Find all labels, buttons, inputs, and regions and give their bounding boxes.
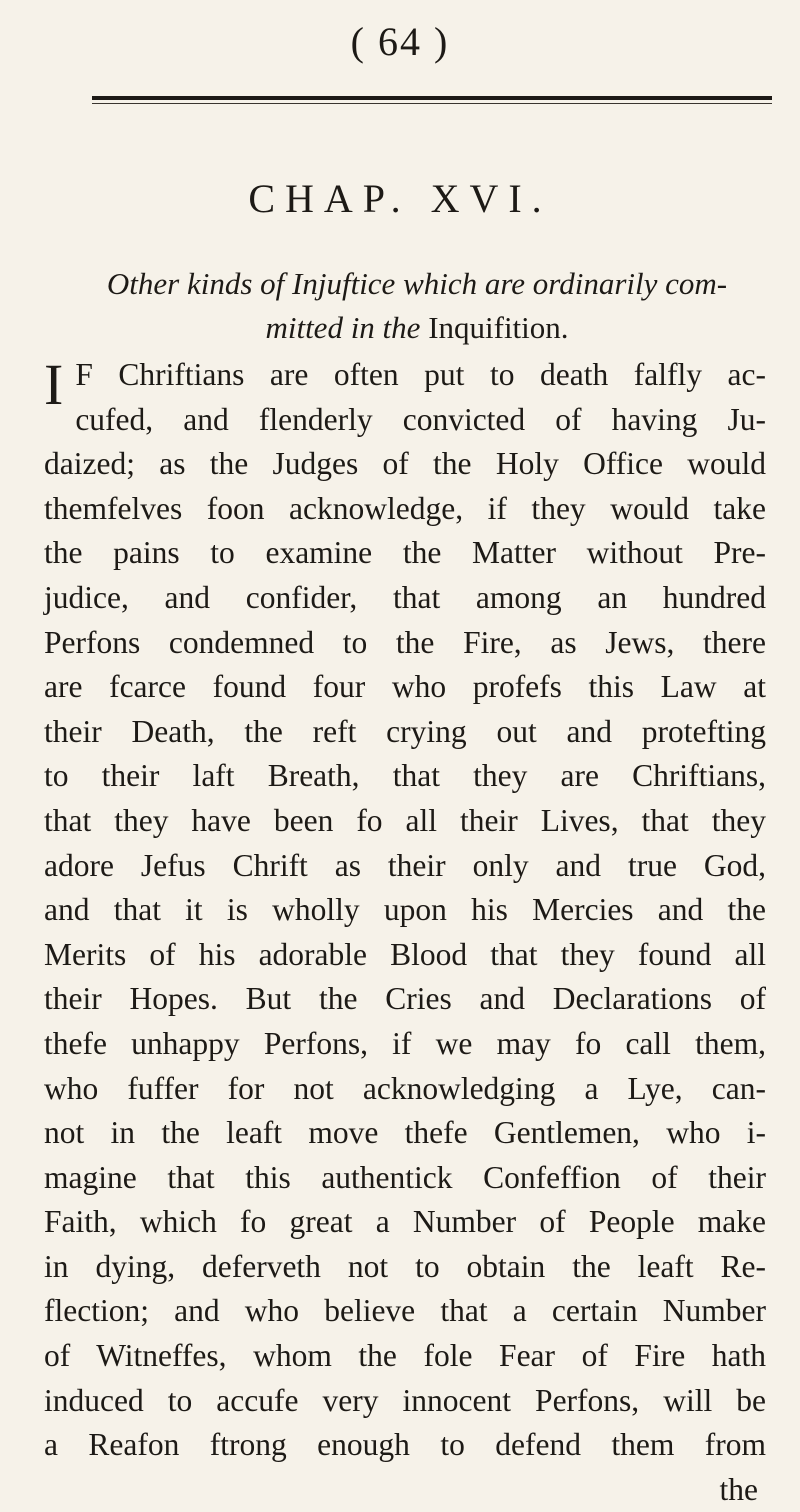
body-text	[44, 353, 766, 1512]
text-line: Faith, which fo great a Number of People make	[44, 1204, 766, 1240]
text-line: the pains to examine the Matter without Pre-	[44, 535, 766, 571]
text-line: Perfons condemned to the Fire, as Jews, there	[44, 624, 766, 660]
text-line: daized; as the Judges of the Holy Office would	[44, 446, 766, 482]
chapter-subtitle	[62, 262, 772, 350]
text-line: cufed, and flenderly convicted of having Ju-	[75, 401, 766, 437]
text-line: and that it is wholly upon his Mercies and the	[44, 892, 766, 928]
header-rule	[92, 96, 772, 100]
text-line: judice, and confider, that among an hundred	[44, 579, 766, 615]
text-line: Merits of his adorable Blood that they found all	[44, 936, 766, 972]
text-line: themfelves foon acknowledge, if they would take	[44, 490, 766, 526]
text-line: that they have been fo all their Lives, that they	[44, 802, 766, 838]
subtitle-line-2-italic: mitted in the	[265, 310, 421, 345]
text-line: flection; and who believe that a certain Number	[44, 1293, 766, 1329]
subtitle-line-1: Other kinds of Injuftice which are ordinarily com-	[106, 266, 728, 301]
text-line: magine that this authentick Confeffion of their	[44, 1159, 766, 1195]
text-line: their Hopes. But the Cries and Declarations of	[44, 981, 766, 1017]
chapter-heading: CHAP. XVI.	[248, 176, 552, 221]
drop-cap: I	[44, 352, 64, 417]
text-line: induced to accufe very innocent Perfons, will be	[44, 1382, 766, 1418]
text-line: of Witneffes, whom the fole Fear of Fire hath	[44, 1338, 766, 1374]
text-line: in dying, deferveth not to obtain the leaft Re-	[44, 1248, 766, 1284]
text-line: a Reafon ftrong enough to defend them from	[44, 1427, 766, 1463]
catchword: the	[719, 1471, 758, 1507]
text-line: to their laft Breath, that they are Chriftians,	[44, 758, 766, 794]
text-line: are fcarce found four who profefs this Law at	[44, 669, 766, 705]
text-line: F Chriftians are often put to death falfly ac-	[75, 357, 766, 392]
text-line: thefe unhappy Perfons, if we may fo call them,	[44, 1025, 766, 1061]
text-line: who fuffer for not acknowledging a Lye, can-	[44, 1070, 766, 1106]
header-rule-thin	[92, 103, 772, 104]
text-line: their Death, the reft crying out and protefting	[44, 713, 766, 749]
text-line: not in the leaft move thefe Gentlemen, who i-	[44, 1115, 766, 1151]
page-number: ( 64 )	[350, 19, 450, 64]
text-line: adore Jefus Chrift as their only and true God,	[44, 847, 766, 883]
subtitle-line-2-roman: Inquifition.	[420, 310, 569, 345]
